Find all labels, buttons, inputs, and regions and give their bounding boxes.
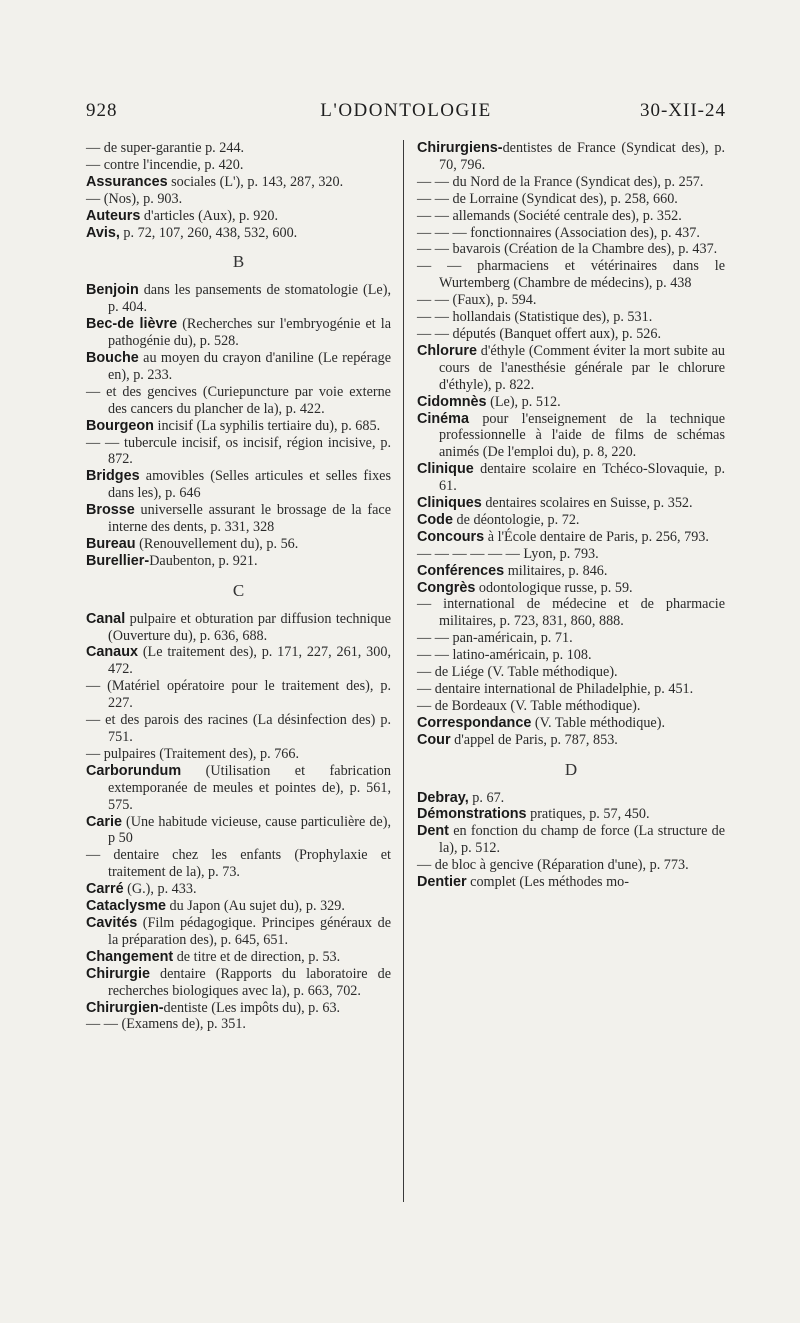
index-entry <box>417 411 725 462</box>
entry-text: au moyen du crayon d'aniline (Le repérage en), p. 233. <box>108 349 391 383</box>
entry-headword: Code <box>417 511 453 528</box>
entry-headword: Avis, <box>86 224 120 241</box>
entry-text: — — de Lorraine (Syndicat des), p. 258, 660. <box>417 190 678 207</box>
entry-headword: Bouche <box>86 349 139 366</box>
section-letter: B <box>232 252 245 272</box>
entry-text: — dentaire chez les enfants (Prophylaxie et traitement de la), p. 73. <box>86 847 391 881</box>
entry-text: — de Bordeaux (V. Table méthodique). <box>417 697 641 714</box>
entry-text: incisif (La syphilis tertiaire du), p. 685. <box>153 417 381 434</box>
entry-text: Daubenton, p. 921. <box>149 552 258 569</box>
entry-text: — international de médecine et de pharmacie militaires, p. 723, 831, 860, 888. <box>417 596 725 630</box>
entry-text: — de super-garantie p. 244. <box>86 140 245 156</box>
index-entry <box>417 790 725 807</box>
entry-text: — — (Faux), p. 594. <box>417 292 537 309</box>
index-entry <box>417 258 725 292</box>
entry-headword: Bourgeon <box>86 417 154 434</box>
entry-headword: Bureau <box>86 535 136 552</box>
index-entry <box>417 823 725 857</box>
index-entry <box>86 316 391 350</box>
entry-text: — — (Examens de), p. 351. <box>86 1016 246 1033</box>
index-entry <box>417 191 725 208</box>
entry-headword: Chirurgien- <box>86 999 164 1016</box>
index-entry <box>417 140 725 174</box>
index-entry <box>86 435 391 469</box>
index-entry <box>86 468 391 502</box>
entry-text: complet (Les méthodes mo- <box>466 874 629 891</box>
index-entry <box>417 874 725 891</box>
entry-text: pratiques, p. 57, 450. <box>526 806 650 823</box>
entry-headword: Cliniques <box>417 495 482 512</box>
entry-headword: Carborundum <box>86 762 182 779</box>
index-entry <box>417 208 725 225</box>
index-entry <box>417 309 725 326</box>
index-entry <box>86 949 391 966</box>
entry-headword: Bridges <box>86 468 140 485</box>
index-entry <box>417 343 725 394</box>
page-number: 928 <box>86 100 118 121</box>
entry-text: dentaire scolaire en Tchéco-Slovaquie, p. 61. <box>439 461 725 495</box>
entry-text: p. 67. <box>468 789 505 806</box>
entry-headword: Chirurgiens- <box>417 140 503 156</box>
entry-headword: Dentier <box>417 874 467 891</box>
entry-headword: Clinique <box>417 461 474 478</box>
index-entry <box>86 553 391 570</box>
index-entry <box>417 292 725 309</box>
entry-headword: Auteurs <box>86 207 141 224</box>
journal-title: L'ODONTOLOGIE <box>320 100 492 121</box>
index-entry <box>86 881 391 898</box>
entry-headword: Congrès <box>417 579 476 596</box>
index-entry <box>86 350 391 384</box>
entry-text: dentaires scolaires en Suisse, p. 352. <box>481 495 693 512</box>
entry-headword: Concours <box>417 528 485 545</box>
index-entry <box>417 630 725 647</box>
index-entry <box>86 611 391 645</box>
index-column-right <box>417 140 725 891</box>
entry-text: — de Liége (V. Table méthodique). <box>417 664 618 681</box>
entry-headword: Changement <box>86 948 174 965</box>
index-entry <box>86 763 391 814</box>
entry-text: (G.), p. 433. <box>123 881 197 898</box>
entry-text: — de bloc à gencive (Réparation d'une), p. 773. <box>417 857 689 874</box>
entry-headword: Benjoin <box>86 282 139 299</box>
entry-headword: Cour <box>417 731 451 748</box>
index-entry <box>86 712 391 746</box>
entry-text: (Le traitement des), p. 171, 227, 261, 300, 472. <box>108 644 391 678</box>
index-entry <box>417 241 725 258</box>
index-entry <box>417 647 725 664</box>
entry-headword: Cidomnès <box>417 393 487 410</box>
entry-text: de titre et de direction, p. 53. <box>173 948 341 965</box>
index-entry <box>86 418 391 435</box>
entry-headword: Correspondance <box>417 714 532 731</box>
entry-text: (Le), p. 512. <box>486 393 561 410</box>
entry-headword: Debray, <box>417 789 469 806</box>
entry-headword: Brosse <box>86 502 135 519</box>
index-entry <box>86 847 391 881</box>
column-divider <box>403 140 404 1202</box>
entry-text: — — pan-américain, p. 71. <box>417 630 573 647</box>
index-entry <box>417 857 725 874</box>
entry-text: — — hollandais (Statistique des), p. 531. <box>417 309 653 326</box>
entry-text: (Utilisation et fabrication extemporanée de meules et pointes de), p. 561, 575. <box>108 762 391 813</box>
entry-text: p. 72, 107, 260, 438, 532, 600. <box>119 224 298 241</box>
index-entry <box>86 208 391 225</box>
entry-text: pour l'enseignement de la technique professionnelle à l'aide de films de schémas animés (De l'emploi du), p. 8, 220. <box>439 410 725 461</box>
entry-text: — et des parois des racines (La désinfection des) p. 751. <box>86 712 391 745</box>
index-entry <box>86 191 391 208</box>
index-entry <box>417 529 725 546</box>
entry-text: (Film pédagogique. Principes généraux de la préparation des), p. 645, 651. <box>108 914 391 948</box>
entry-text: d'appel de Paris, p. 787, 853. <box>450 731 618 748</box>
entry-headword: Chirurgie <box>86 965 150 982</box>
entry-text: d'éthyle (Comment éviter la mort subite au cours de l'anesthésie générale par le chlorure d'éthyle), p. 822. <box>439 342 725 393</box>
index-entry <box>86 1016 391 1033</box>
entry-text: (Recherches sur l'embryogénie et la pathogénie du), p. 528. <box>108 316 391 350</box>
entry-headword: Canal <box>86 610 126 627</box>
index-entry <box>86 746 391 763</box>
index-entry <box>417 698 725 715</box>
index-column-left <box>86 140 391 1033</box>
index-entry <box>417 394 725 411</box>
index-entry <box>417 174 725 191</box>
entry-text: — — pharmaciens et vétérinaires dans le Wurtemberg (Chambre de médecins), p. 438 <box>417 258 725 292</box>
section-letter: D <box>564 759 578 779</box>
index-entry <box>417 563 725 580</box>
entry-headword: Carré <box>86 881 124 898</box>
entry-text: dentistes de France (Syndicat des), p. 70, 796. <box>439 140 725 173</box>
entry-text: dans les pansements de stomatologie (Le), p. 404. <box>108 282 391 316</box>
entry-headword: Burellier- <box>86 552 150 569</box>
index-entry <box>86 1000 391 1017</box>
entry-text: — — allemands (Société centrale des), p. 352. <box>417 207 682 224</box>
entry-text: pulpaire et obturation par diffusion technique (Ouverture du), p. 636, 688. <box>108 610 391 644</box>
entry-text: — dentaire international de Philadelphie, p. 451. <box>417 681 694 697</box>
index-entry <box>417 495 725 512</box>
index-entry <box>417 225 725 242</box>
issue-date: 30-XII-24 <box>639 100 726 121</box>
index-entry <box>417 512 725 529</box>
index-entry <box>417 806 725 823</box>
index-entry <box>86 536 391 553</box>
index-entry <box>86 502 391 536</box>
index-entry <box>86 157 391 174</box>
entry-text: (Une habitude vicieuse, cause particulière de), p 50 <box>108 813 391 847</box>
entry-text: — — députés (Banquet offert aux), p. 526. <box>417 325 662 342</box>
entry-headword: Canaux <box>86 644 138 661</box>
section-letter: C <box>232 580 245 600</box>
index-entry <box>86 966 391 1000</box>
entry-headword: Assurances <box>86 173 168 190</box>
entry-text: (V. Table méthodique). <box>531 714 665 731</box>
page-header <box>86 100 726 126</box>
entry-headword: Cavités <box>86 914 138 931</box>
index-entry <box>417 664 725 681</box>
entry-headword: Bec-de lièvre <box>86 316 178 333</box>
entry-text: d'articles (Aux), p. 920. <box>140 207 279 224</box>
entry-text: — — tubercule incisif, os incisif, région incisive, p. 872. <box>86 434 391 468</box>
entry-text: — pulpaires (Traitement des), p. 766. <box>86 745 300 762</box>
entry-text: du Japon (Au sujet du), p. 329. <box>166 898 345 915</box>
index-entry <box>86 384 391 418</box>
entry-headword: Carie <box>86 813 122 830</box>
entry-text: — et des gencives (Curiepuncture par voie externe des cancers du plancher de la), p. 422. <box>86 383 391 417</box>
entry-headword: Conférences <box>417 562 505 579</box>
entry-headword: Cinéma <box>417 410 469 427</box>
index-entry <box>86 898 391 915</box>
entry-text: militaires, p. 846. <box>504 562 608 579</box>
entry-text: sociales (L'), p. 143, 287, 320. <box>167 173 344 190</box>
index-entry <box>417 461 725 495</box>
index-entry <box>86 814 391 848</box>
entry-headword: Cataclysme <box>86 898 166 915</box>
entry-text: amovibles (Selles articules et selles fixes dans les), p. 646 <box>108 468 391 502</box>
index-entry <box>417 596 725 630</box>
index-entry <box>417 732 725 749</box>
index-entry <box>417 326 725 343</box>
index-entry <box>417 546 725 563</box>
entry-text: de déontologie, p. 72. <box>452 511 580 528</box>
entry-text: — contre l'incendie, p. 420. <box>86 156 244 173</box>
entry-text: — — — fonctionnaires (Association des), p. 437. <box>417 224 700 241</box>
entry-text: (Renouvellement du), p. 56. <box>135 535 299 552</box>
entry-headword: Chlorure <box>417 342 477 359</box>
index-entry <box>86 225 391 242</box>
index-entry <box>417 580 725 597</box>
entry-text: dentiste (Les impôts du), p. 63. <box>163 999 341 1016</box>
entry-text: à l'École dentaire de Paris, p. 256, 793. <box>484 528 709 545</box>
index-entry <box>86 915 391 949</box>
index-entry <box>417 715 725 732</box>
index-entry <box>86 678 391 712</box>
index-entry <box>417 681 725 698</box>
index-entry <box>86 644 391 678</box>
entry-text: — — — — — — Lyon, p. 793. <box>417 545 599 562</box>
entry-text: odontologique russe, p. 59. <box>475 579 633 596</box>
entry-text: dentaire (Rapports du laboratoire de recherches biologiques avec la), p. 663, 702. <box>108 965 391 999</box>
index-entry <box>86 174 391 191</box>
entry-headword: Dent <box>417 823 449 840</box>
entry-text: — — bavarois (Création de la Chambre des), p. 437. <box>417 241 718 258</box>
entry-text: en fonction du champ de force (La structure de la), p. 512. <box>439 823 725 857</box>
entry-text: — — du Nord de la France (Syndicat des), p. 257. <box>417 173 704 190</box>
index-entry <box>86 140 391 157</box>
entry-text: universelle assurant le brossage de la face interne des dents, p. 331, 328 <box>108 502 391 536</box>
entry-text: — — latino-américain, p. 108. <box>417 647 592 664</box>
index-entry <box>86 282 391 316</box>
entry-text: — (Nos), p. 903. <box>86 190 183 207</box>
entry-text: — (Matériel opératoire pour le traitement des), p. 227. <box>86 678 391 712</box>
entry-headword: Démonstrations <box>417 806 527 823</box>
